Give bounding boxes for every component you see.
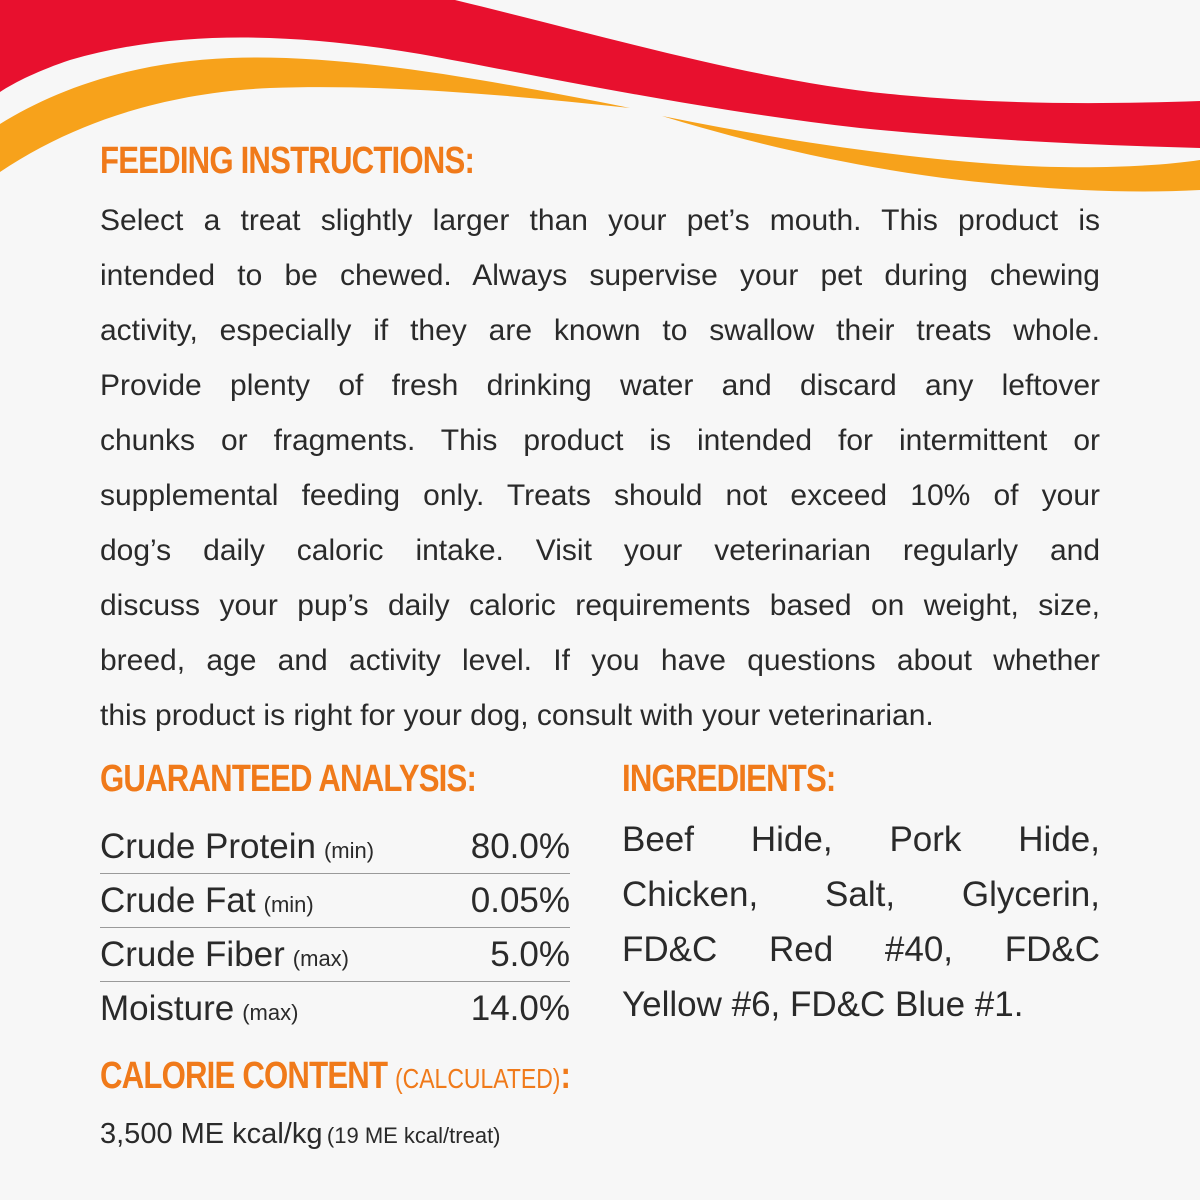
- ingredients-heading: INGREDIENTS:: [622, 758, 836, 800]
- feeding-line: discuss your pup’s daily caloric requirements based on weight, size,: [100, 589, 1100, 622]
- nutrient-name: Crude Fiber: [100, 934, 285, 974]
- nutrient-value: 5.0%: [490, 934, 570, 974]
- feeding-line: Provide plenty of fresh drinking water and discard any leftover: [100, 369, 1100, 402]
- nutrient-label: [100, 827, 374, 867]
- nutrient-label: [100, 935, 349, 975]
- nutrient-label: [100, 881, 314, 921]
- nutrient-qualifier: (max): [242, 1000, 299, 1025]
- ingredients-line: FD&C Red #40, FD&C: [622, 930, 1100, 969]
- calorie-content-text: [100, 1118, 501, 1151]
- feeding-line: intended to be chewed. Always supervise your pet during chewing: [100, 259, 1100, 292]
- calorie-value: 3,500 ME kcal/kg: [100, 1118, 323, 1150]
- nutrient-label: [100, 989, 298, 1029]
- feeding-line: Select a treat slightly larger than your pet’s mouth. This product is: [100, 204, 1100, 237]
- analysis-row-crude-protein: [100, 820, 570, 874]
- feeding-line: dog’s daily caloric intake. Visit your veterinarian regularly and: [100, 534, 1100, 567]
- feeding-line: activity, especially if they are known to swallow their treats whole.: [100, 314, 1100, 347]
- guaranteed-analysis-table: [100, 820, 570, 1036]
- feeding-instructions-heading: FEEDING INSTRUCTIONS:: [100, 140, 475, 182]
- nutrient-name: Moisture: [100, 989, 235, 1028]
- ingredients-line: Chicken, Salt, Glycerin,: [622, 875, 1100, 914]
- nutrient-qualifier: (min): [263, 891, 314, 917]
- analysis-row-crude-fiber: [100, 928, 570, 982]
- nutrient-value: 0.05%: [470, 880, 570, 920]
- calorie-heading-sub: (CALCULATED): [395, 1063, 561, 1094]
- analysis-row-moisture: [100, 982, 570, 1036]
- nutrient-name: Crude Fat: [100, 880, 256, 920]
- calorie-content-heading: [100, 1055, 570, 1098]
- feeding-line: breed, age and activity level. If you have questions about whether: [100, 644, 1100, 677]
- feeding-line: chunks or fragments. This product is intended for intermittent or: [100, 424, 1100, 457]
- nutrient-qualifier: (min): [323, 837, 375, 863]
- feeding-instructions-text: [100, 193, 1100, 743]
- nutrient-name: Crude Protein: [100, 826, 316, 866]
- nutrient-value: 14.0%: [470, 989, 570, 1028]
- calorie-per-treat: (19 ME kcal/treat): [326, 1123, 501, 1148]
- feeding-line: this product is right for your dog, consult with your veterinarian.: [100, 699, 934, 732]
- ingredients-text: [622, 812, 1100, 1032]
- analysis-row-crude-fat: [100, 874, 570, 928]
- nutrient-value: 80.0%: [470, 826, 570, 866]
- ingredients-line: Yellow #6, FD&C Blue #1.: [622, 985, 1024, 1024]
- calorie-heading-colon: :: [560, 1055, 571, 1097]
- ingredients-line: Beef Hide, Pork Hide,: [622, 820, 1100, 859]
- nutrient-qualifier: (max): [292, 945, 350, 971]
- guaranteed-analysis-heading: GUARANTEED ANALYSIS:: [100, 758, 477, 800]
- feeding-line: supplemental feeding only. Treats should not exceed 10% of your: [100, 479, 1100, 512]
- calorie-heading-main: CALORIE CONTENT: [100, 1055, 388, 1097]
